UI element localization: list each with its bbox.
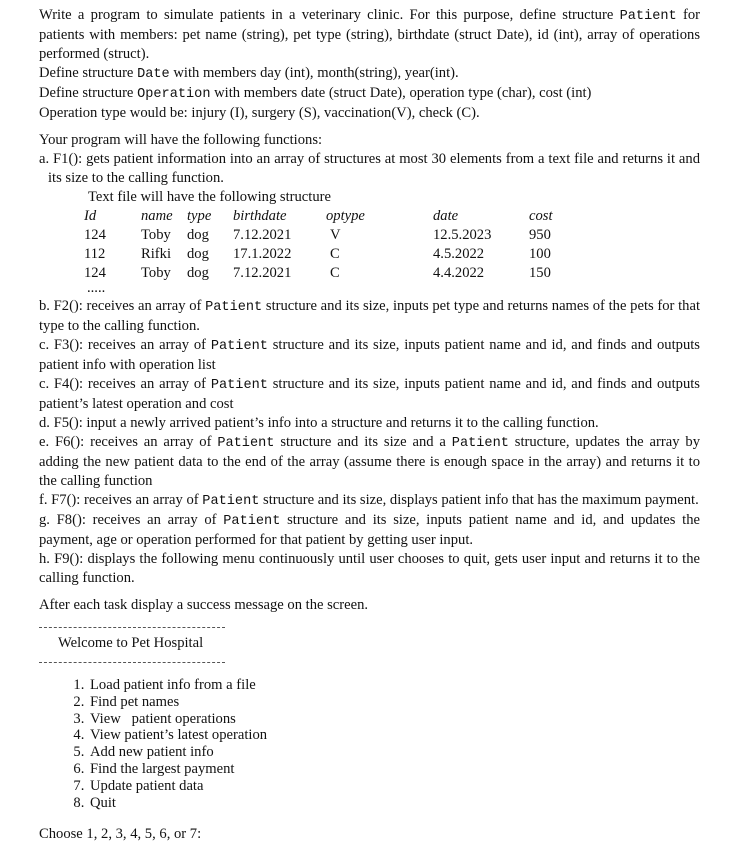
cell-type: dog — [187, 246, 209, 262]
intro-paragraph-operation — [39, 84, 700, 104]
function-f2 — [39, 297, 700, 336]
cell-name: Toby — [141, 265, 171, 281]
cell-cost: 100 — [529, 246, 551, 262]
divider — [39, 627, 225, 628]
menu-item: 3. View patient operations — [88, 711, 700, 728]
function-f8 — [39, 511, 700, 550]
text: structure, updates the array by adding the new patient data to the end of the array (assume there is enough space in the array) and returns it to the calling function — [39, 434, 700, 489]
text: c. F3(): receives an array of — [39, 337, 211, 353]
text: Define structure — [39, 65, 138, 81]
menu-welcome: Welcome to Pet Hospital — [58, 635, 204, 651]
text: structure and its size, inputs patient name and id, and finds and outputs patient’s latest operation and cost — [39, 376, 700, 412]
code-patient: Patient — [202, 494, 260, 509]
success-message-note: After each task display a success message on the screen. — [39, 597, 369, 613]
header-birthdate: birthdate — [233, 208, 287, 224]
textfile-row — [84, 245, 553, 264]
text: with members day (int), month(string), year(int). — [169, 65, 459, 81]
text: g. F8(): receives an array of — [39, 512, 224, 528]
cell-date: 4.5.2022 — [433, 246, 485, 262]
intro-paragraph-patient — [39, 6, 700, 64]
function-f9: h. F9(): displays the following menu continuously until user chooses to quit, gets user input and returns it to the calling function. — [39, 551, 700, 586]
cell-id: 124 — [84, 227, 106, 243]
cell-date: 4.4.2022 — [433, 265, 485, 281]
header-date: date — [433, 208, 459, 224]
text: structure and its size and a — [274, 434, 452, 450]
header-type: type — [187, 208, 212, 224]
text: c. F4(): receives an array of — [39, 376, 211, 392]
code-patient: Patient — [205, 300, 263, 315]
cell-birthdate: 7.12.2021 — [233, 227, 292, 243]
cell-optype: C — [330, 265, 340, 281]
header-name: name — [141, 208, 173, 224]
header-optype: optype — [326, 208, 365, 224]
text: with members date (struct Date), operation type (char), cost (int) — [210, 85, 592, 101]
menu-item: 7. Update patient data — [88, 778, 700, 795]
text: Define structure — [39, 85, 138, 101]
intro-paragraph-date — [39, 64, 700, 84]
code-patient: Patient — [451, 436, 509, 451]
header-cost: cost — [529, 208, 553, 224]
cell-birthdate: 7.12.2021 — [233, 265, 292, 281]
code-patient: Patient — [619, 9, 677, 24]
cell-name: Toby — [141, 227, 171, 243]
menu-item: 6. Find the largest payment — [88, 761, 700, 778]
menu-item: 5. Add new patient info — [88, 744, 700, 761]
function-f7 — [39, 491, 700, 511]
functions-intro: Your program will have the following functions: — [39, 132, 323, 148]
menu-item: 1. Load patient info from a file — [88, 677, 700, 694]
cell-cost: 950 — [529, 227, 551, 243]
function-f5: d. F5(): input a newly arrived patient’s info into a structure and returns it to the calling function. — [39, 415, 599, 431]
menu-list — [39, 677, 700, 811]
function-f1: a. F1(): gets patient information into an array of structures at most 30 elements from a text file and returns it and its size to the calling function. — [39, 151, 700, 186]
divider — [39, 662, 225, 663]
textfile-title: Text file will have the following structure — [88, 189, 331, 205]
code-date: Date — [137, 67, 170, 82]
intro-paragraph-optypes: Operation type would be: injury (I), surgery (S), vaccination(V), check (C). — [39, 105, 480, 121]
function-f6 — [39, 433, 700, 491]
code-patient: Patient — [210, 339, 268, 354]
menu-item: 4. View patient’s latest operation — [88, 727, 700, 744]
cell-birthdate: 17.1.2022 — [233, 246, 292, 262]
text: structure and its size, inputs pet type and returns names of the pets for that type to the calling function. — [39, 298, 700, 334]
header-id: Id — [84, 208, 97, 224]
cell-optype: C — [330, 246, 340, 262]
textfile-ellipsis: ..... — [87, 280, 106, 296]
code-patient: Patient — [217, 436, 275, 451]
textfile-header-row — [84, 207, 553, 226]
cell-optype: V — [330, 227, 341, 243]
text: e. F6(): receives an array of — [39, 434, 218, 450]
cell-cost: 150 — [529, 265, 551, 281]
cell-type: dog — [187, 265, 209, 281]
textfile-table — [84, 207, 553, 283]
function-f4 — [39, 375, 700, 414]
cell-id: 112 — [84, 246, 106, 262]
code-patient: Patient — [223, 514, 281, 529]
text: structure and its size, inputs patient name and id, and updates the payment, age or operation performed for that patient by getting user input. — [39, 512, 700, 548]
textfile-row — [84, 264, 553, 283]
text: f. F7(): receives an array of — [39, 492, 203, 508]
cell-name: Rifki — [141, 246, 171, 262]
text: for patients with members: pet name (string), pet type (string), birthdate (struct Date), id (int), array of operations performed (struct). — [39, 7, 700, 62]
function-f3 — [39, 336, 700, 375]
menu-prompt: Choose 1, 2, 3, 4, 5, 6, or 7: — [39, 826, 202, 843]
cell-date: 12.5.2023 — [433, 227, 492, 243]
text: structure and its size, displays patient info that has the maximum payment. — [259, 492, 699, 508]
code-operation: Operation — [137, 87, 211, 102]
text: Write a program to simulate patients in a veterinary clinic. For this purpose, define structure — [39, 7, 620, 23]
menu-item: 2. Find pet names — [88, 694, 700, 711]
menu-item: 8. Quit — [88, 795, 700, 812]
textfile-row — [84, 226, 553, 245]
cell-id: 124 — [84, 265, 106, 281]
text: b. F2(): receives an array of — [39, 298, 206, 314]
code-patient: Patient — [210, 378, 268, 393]
text: structure and its size, inputs patient name and id, and finds and outputs patient info with operation list — [39, 337, 700, 373]
cell-type: dog — [187, 227, 209, 243]
